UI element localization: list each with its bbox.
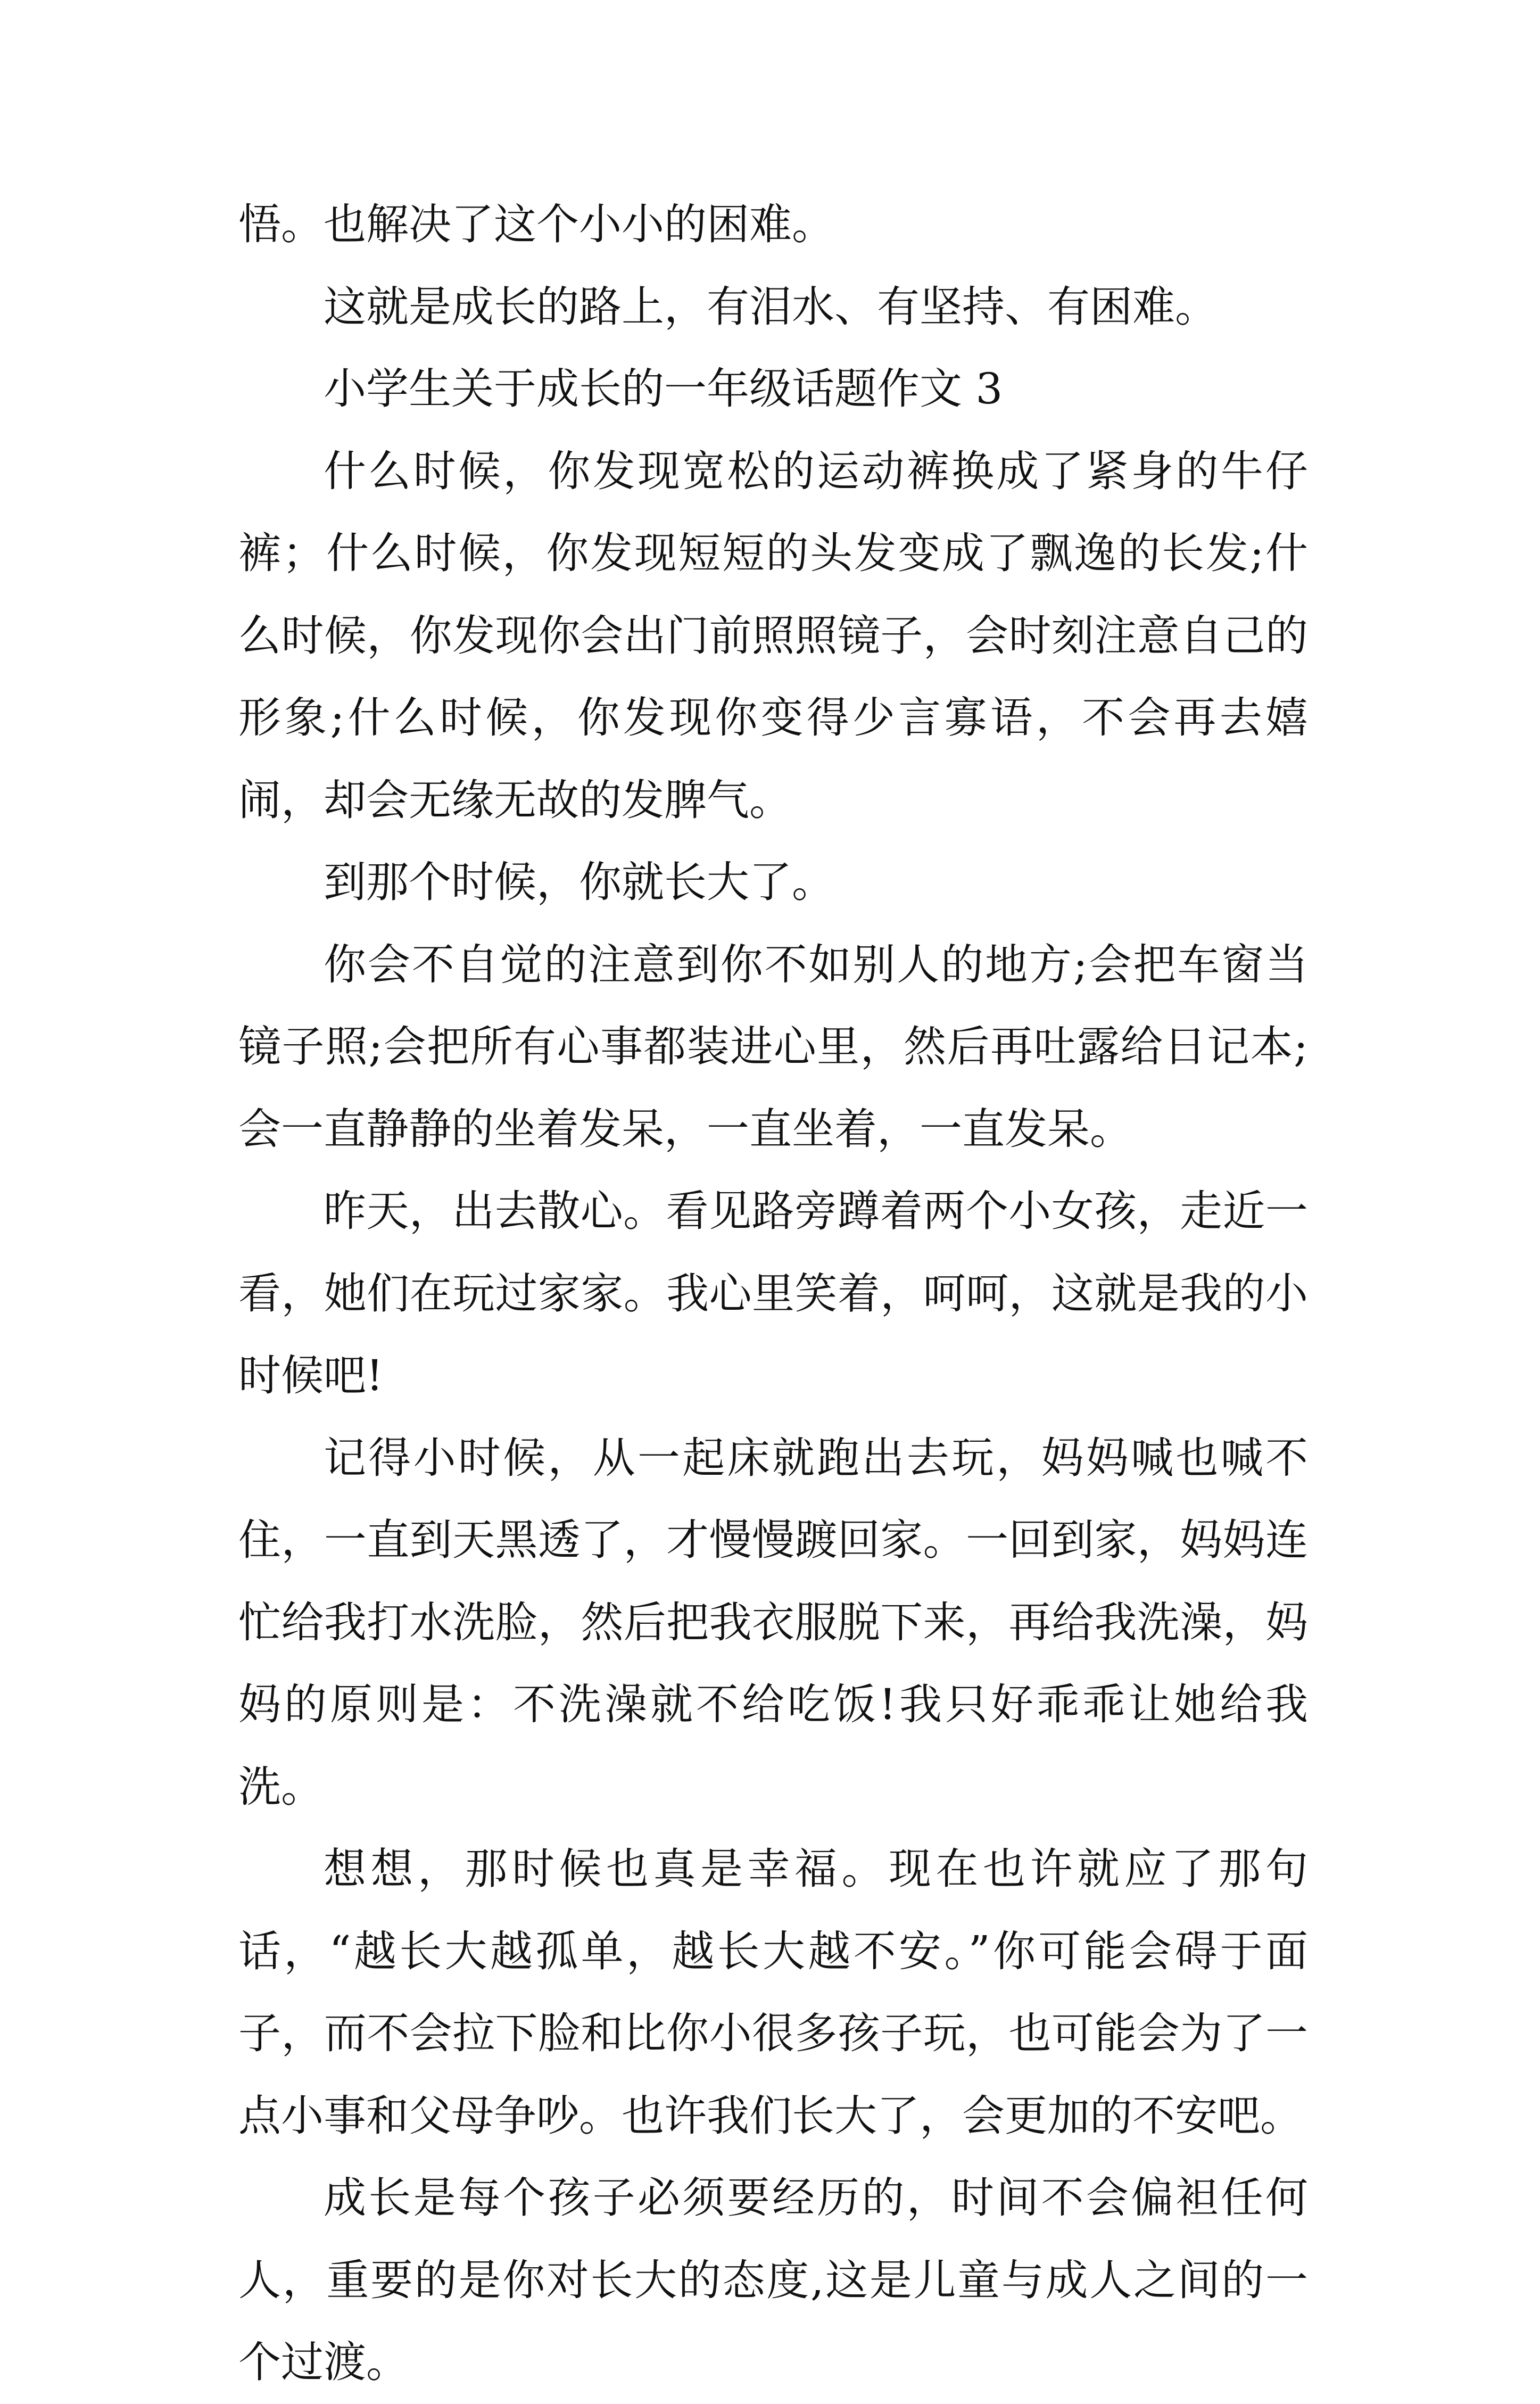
paragraph: 到那个时候，你就长大了。 <box>324 857 834 907</box>
document-body <box>238 184 1308 2404</box>
paragraph: 成长是每个孩子必须要经历的，时间不会偏袒任何人，重要的是你对长大的态度,这是儿童与成人之间的一个过渡。 <box>238 2173 1308 2387</box>
paragraph: 想想，那时候也真是幸福。现在也许就应了那句话，“越长大越孤单，越长大越不安。”你可能会碍于面子，而不会拉下脸和比你小很多孩子玩，也可能会为了一点小事和父母争吵。也许我们长大了，会更加的不安吧。 <box>238 1844 1308 2141</box>
paragraph: 什么时候，你发现宽松的运动裤换成了紧身的牛仔裤；什么时候，你发现短短的头发变成了飘逸的长发;什么时候，你发现你会出门前照照镜子，会时刻注意自己的形象;什么时候，你发现你变得少言寡语，不会再去嬉闹，却会无缘无故的发脾气。 <box>238 446 1308 825</box>
paragraph: 这就是成长的路上，有泪水、有坚持、有困难。 <box>324 282 1218 332</box>
paragraph: 记得小时候，从一起床就跑出去玩，妈妈喊也喊不住，一直到天黑透了，才慢慢踱回家。一回到家，妈妈连忙给我打水洗脸，然后把我衣服脱下来，再给我洗澡，妈妈的原则是：不洗澡就不给吃饭!我只好乖乖让她给我洗。 <box>238 1433 1308 1812</box>
paragraph: 昨天，出去散心。看见路旁蹲着两个小女孩，走近一看，她们在玩过家家。我心里笑着，呵呵，这就是我的小时候吧! <box>238 1186 1308 1400</box>
paragraph: 你会不自觉的注意到你不如别人的地方;会把车窗当镜子照;会把所有心事都装进心里，然后再吐露给日记本;会一直静静的坐着发呆，一直坐着，一直发呆。 <box>238 939 1308 1154</box>
paragraph-continuation: 悟。也解决了这个小小的困难。 <box>238 200 834 249</box>
section-heading: 小学生关于成长的一年级话题作文 3 <box>324 364 1003 414</box>
